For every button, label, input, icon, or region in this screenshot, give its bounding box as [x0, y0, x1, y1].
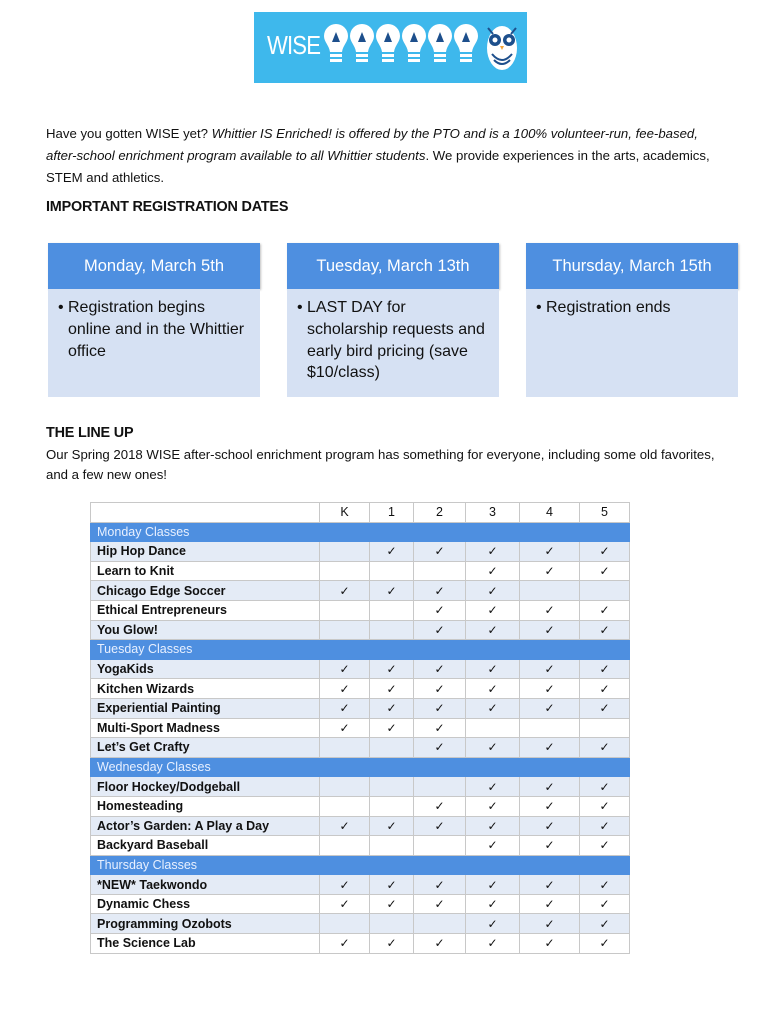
empty-cell	[320, 600, 370, 620]
date-card-body	[287, 289, 499, 397]
check-mark-icon: ✓	[414, 894, 466, 914]
table-row	[91, 600, 630, 620]
check-mark-icon: ✓	[370, 581, 414, 601]
check-mark-icon: ✓	[414, 698, 466, 718]
date-card-1	[48, 243, 260, 397]
table-row	[91, 718, 630, 738]
empty-cell	[320, 620, 370, 640]
bullet: •	[536, 299, 542, 316]
check-mark-icon: ✓	[466, 875, 520, 895]
class-name: Dynamic Chess	[91, 894, 320, 914]
date-card-text: LAST DAY for scholarship requests and early bird pricing (save $10/class)	[307, 299, 485, 382]
table-row	[91, 894, 630, 914]
empty-cell	[520, 718, 580, 738]
intro-tail: . We provide experiences in the arts, academics, STEM and athletics.	[46, 148, 710, 185]
table-row	[91, 698, 630, 718]
check-mark-icon: ✓	[370, 659, 414, 679]
check-mark-icon: ✓	[466, 581, 520, 601]
check-mark-icon: ✓	[414, 581, 466, 601]
date-card-text: Registration begins online and in the Whittier office	[68, 299, 245, 360]
check-mark-icon: ✓	[520, 679, 580, 699]
table-row	[91, 816, 630, 836]
grade-header: 1	[370, 503, 414, 523]
check-mark-icon: ✓	[370, 875, 414, 895]
check-mark-icon: ✓	[414, 816, 466, 836]
check-mark-icon: ✓	[580, 698, 630, 718]
table-row	[91, 659, 630, 679]
class-schedule-table	[90, 502, 630, 954]
check-mark-icon: ✓	[520, 561, 580, 581]
check-mark-icon: ✓	[320, 718, 370, 738]
check-mark-icon: ✓	[580, 934, 630, 954]
check-mark-icon: ✓	[466, 659, 520, 679]
class-name: Let’s Get Crafty	[91, 738, 320, 758]
check-mark-icon: ✓	[466, 934, 520, 954]
check-mark-icon: ✓	[520, 914, 580, 934]
date-card-body	[48, 289, 260, 397]
check-mark-icon: ✓	[520, 777, 580, 797]
check-mark-icon: ✓	[320, 581, 370, 601]
wise-logo-banner	[254, 12, 527, 83]
date-card-title: Thursday, March 15th	[526, 243, 738, 289]
empty-cell	[320, 796, 370, 816]
check-mark-icon: ✓	[520, 738, 580, 758]
bullet: •	[297, 299, 303, 316]
grade-header: K	[320, 503, 370, 523]
check-mark-icon: ✓	[414, 738, 466, 758]
class-name: Programming Ozobots	[91, 914, 320, 934]
class-name: Chicago Edge Soccer	[91, 581, 320, 601]
check-mark-icon: ✓	[320, 679, 370, 699]
empty-cell	[414, 914, 466, 934]
class-name: You Glow!	[91, 620, 320, 640]
check-mark-icon: ✓	[580, 542, 630, 562]
table-row	[91, 542, 630, 562]
check-mark-icon: ✓	[580, 836, 630, 856]
date-card-2	[287, 243, 499, 397]
check-mark-icon: ✓	[580, 561, 630, 581]
check-mark-icon: ✓	[466, 836, 520, 856]
table-row	[91, 561, 630, 581]
grade-header: 2	[414, 503, 466, 523]
table-row	[91, 836, 630, 856]
empty-cell	[320, 836, 370, 856]
check-mark-icon: ✓	[370, 894, 414, 914]
check-mark-icon: ✓	[370, 718, 414, 738]
wise-logo-word: WISE	[267, 30, 321, 60]
check-mark-icon: ✓	[320, 816, 370, 836]
empty-cell	[320, 777, 370, 797]
empty-cell	[320, 914, 370, 934]
date-card-title: Monday, March 5th	[48, 243, 260, 289]
check-mark-icon: ✓	[414, 875, 466, 895]
date-card-text: Registration ends	[546, 299, 671, 316]
empty-cell	[370, 914, 414, 934]
table-row	[91, 777, 630, 797]
lineup-heading: THE LINE UP	[46, 425, 134, 441]
section-title: Tuesday Classes	[91, 640, 630, 660]
check-mark-icon: ✓	[580, 777, 630, 797]
class-name: The Science Lab	[91, 934, 320, 954]
date-card-3	[526, 243, 738, 397]
check-mark-icon: ✓	[520, 600, 580, 620]
check-mark-icon: ✓	[320, 659, 370, 679]
empty-cell	[466, 718, 520, 738]
check-mark-icon: ✓	[466, 679, 520, 699]
section-title: Thursday Classes	[91, 855, 630, 875]
check-mark-icon: ✓	[520, 796, 580, 816]
table-row	[91, 620, 630, 640]
check-mark-icon: ✓	[466, 738, 520, 758]
check-mark-icon: ✓	[520, 542, 580, 562]
check-mark-icon: ✓	[580, 679, 630, 699]
check-mark-icon: ✓	[520, 659, 580, 679]
empty-cell	[370, 777, 414, 797]
check-mark-icon: ✓	[414, 600, 466, 620]
empty-cell	[520, 581, 580, 601]
class-name: *NEW* Taekwondo	[91, 875, 320, 895]
grade-header-row	[91, 503, 630, 523]
check-mark-icon: ✓	[466, 816, 520, 836]
check-mark-icon: ✓	[520, 894, 580, 914]
check-mark-icon: ✓	[580, 914, 630, 934]
table-row	[91, 914, 630, 934]
check-mark-icon: ✓	[520, 875, 580, 895]
check-mark-icon: ✓	[466, 600, 520, 620]
check-mark-icon: ✓	[466, 620, 520, 640]
class-name: Multi-Sport Madness	[91, 718, 320, 738]
class-name: Learn to Knit	[91, 561, 320, 581]
check-mark-icon: ✓	[580, 894, 630, 914]
class-name: Backyard Baseball	[91, 836, 320, 856]
registration-heading: IMPORTANT REGISTRATION DATES	[46, 199, 289, 215]
check-mark-icon: ✓	[520, 620, 580, 640]
check-mark-icon: ✓	[370, 934, 414, 954]
section-title: Monday Classes	[91, 522, 630, 542]
class-name: Kitchen Wizards	[91, 679, 320, 699]
class-name: Experiential Painting	[91, 698, 320, 718]
check-mark-icon: ✓	[320, 934, 370, 954]
section-title: Wednesday Classes	[91, 757, 630, 777]
empty-cell	[414, 777, 466, 797]
check-mark-icon: ✓	[466, 698, 520, 718]
lightbulb-owl-logo-icon	[322, 18, 522, 78]
date-card-title: Tuesday, March 13th	[287, 243, 499, 289]
table-row	[91, 875, 630, 895]
intro-lead: Have you gotten WISE yet?	[46, 126, 212, 141]
check-mark-icon: ✓	[414, 620, 466, 640]
class-name: YogaKids	[91, 659, 320, 679]
check-mark-icon: ✓	[580, 875, 630, 895]
section-header-row	[91, 855, 630, 875]
grade-header: 4	[520, 503, 580, 523]
check-mark-icon: ✓	[320, 894, 370, 914]
lineup-paragraph: Our Spring 2018 WISE after-school enrichment program has something for everyone, including some old favorites, and a few new ones!	[46, 447, 715, 482]
check-mark-icon: ✓	[414, 659, 466, 679]
empty-cell	[370, 796, 414, 816]
intro-paragraph	[46, 123, 726, 189]
check-mark-icon: ✓	[414, 542, 466, 562]
intro-italic: Whittier IS Enriched! is offered by the PTO and is a 100% volunteer-run, fee-based, after-school enrichment program available to all Whittier students	[46, 126, 698, 163]
check-mark-icon: ✓	[520, 816, 580, 836]
check-mark-icon: ✓	[466, 894, 520, 914]
check-mark-icon: ✓	[370, 679, 414, 699]
check-mark-icon: ✓	[520, 698, 580, 718]
empty-cell	[580, 581, 630, 601]
check-mark-icon: ✓	[520, 836, 580, 856]
table-row	[91, 738, 630, 758]
grade-header: 5	[580, 503, 630, 523]
check-mark-icon: ✓	[580, 600, 630, 620]
check-mark-icon: ✓	[580, 620, 630, 640]
empty-cell	[580, 718, 630, 738]
class-name: Homesteading	[91, 796, 320, 816]
check-mark-icon: ✓	[580, 796, 630, 816]
check-mark-icon: ✓	[414, 934, 466, 954]
check-mark-icon: ✓	[370, 816, 414, 836]
check-mark-icon: ✓	[580, 659, 630, 679]
table-row	[91, 581, 630, 601]
class-name: Floor Hockey/Dodgeball	[91, 777, 320, 797]
check-mark-icon: ✓	[414, 796, 466, 816]
table-row	[91, 934, 630, 954]
empty-cell	[320, 738, 370, 758]
check-mark-icon: ✓	[520, 934, 580, 954]
empty-cell	[370, 620, 414, 640]
empty-cell	[370, 561, 414, 581]
table-row	[91, 796, 630, 816]
empty-cell	[320, 542, 370, 562]
bullet: •	[58, 299, 64, 316]
section-header-row	[91, 640, 630, 660]
check-mark-icon: ✓	[580, 738, 630, 758]
class-name: Ethical Entrepreneurs	[91, 600, 320, 620]
empty-cell	[370, 836, 414, 856]
empty-cell	[320, 561, 370, 581]
check-mark-icon: ✓	[466, 777, 520, 797]
check-mark-icon: ✓	[414, 679, 466, 699]
date-card-body	[526, 289, 738, 397]
check-mark-icon: ✓	[466, 561, 520, 581]
grade-header: 3	[466, 503, 520, 523]
check-mark-icon: ✓	[320, 875, 370, 895]
check-mark-icon: ✓	[414, 718, 466, 738]
check-mark-icon: ✓	[370, 698, 414, 718]
empty-cell	[370, 600, 414, 620]
table-row	[91, 679, 630, 699]
check-mark-icon: ✓	[466, 796, 520, 816]
check-mark-icon: ✓	[466, 542, 520, 562]
header-blank	[91, 503, 320, 523]
check-mark-icon: ✓	[580, 816, 630, 836]
section-header-row	[91, 522, 630, 542]
empty-cell	[370, 738, 414, 758]
class-name: Hip Hop Dance	[91, 542, 320, 562]
check-mark-icon: ✓	[466, 914, 520, 934]
check-mark-icon: ✓	[370, 542, 414, 562]
empty-cell	[414, 561, 466, 581]
class-name: Actor’s Garden: A Play a Day	[91, 816, 320, 836]
empty-cell	[414, 836, 466, 856]
section-header-row	[91, 757, 630, 777]
check-mark-icon: ✓	[320, 698, 370, 718]
